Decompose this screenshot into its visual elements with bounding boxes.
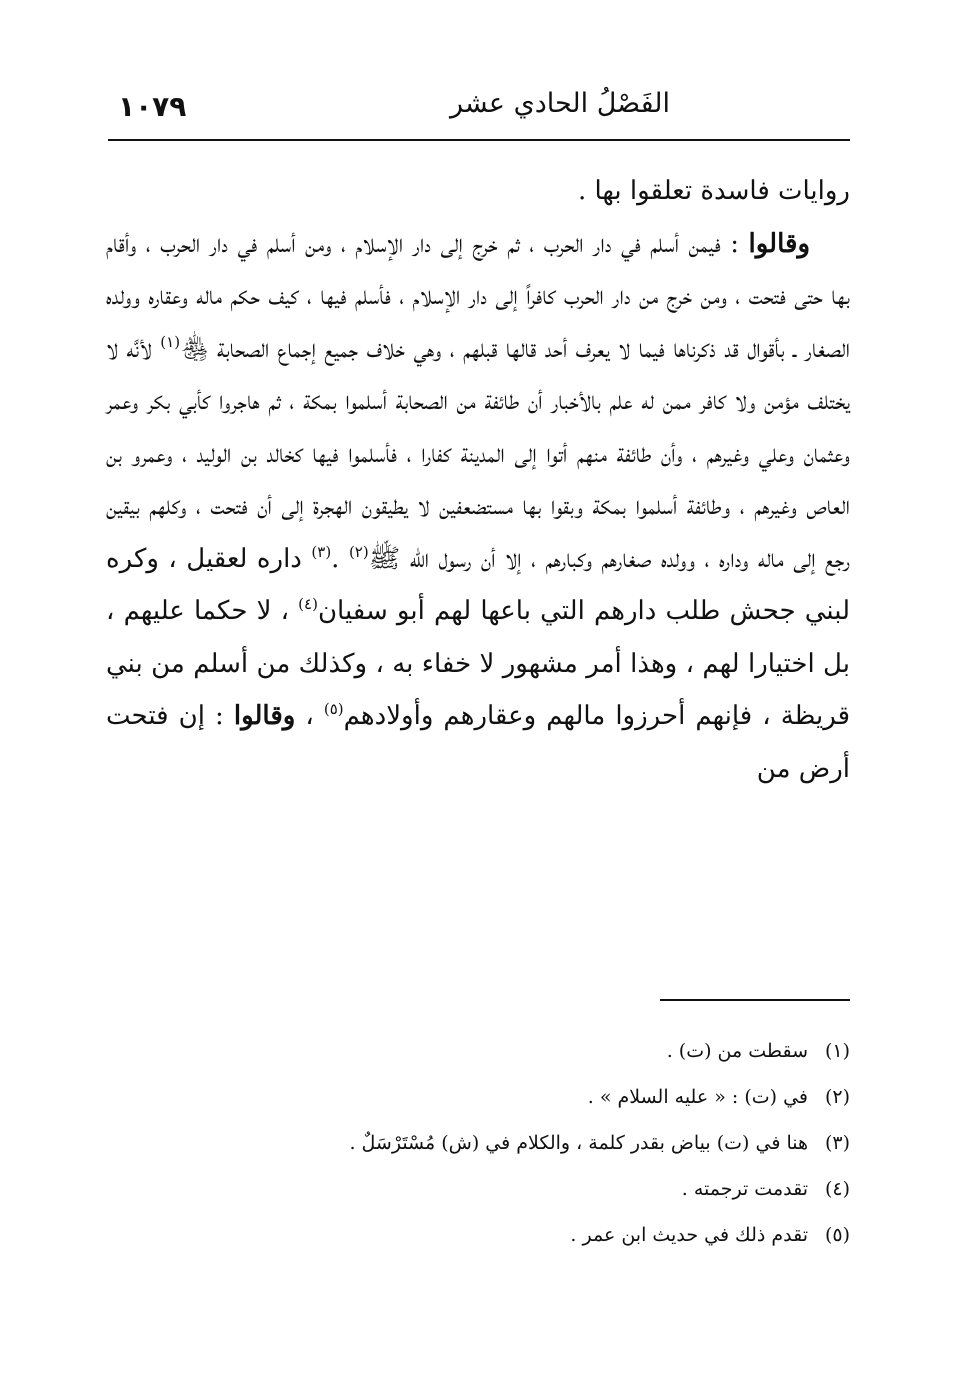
- footnote-item: [106, 1028, 850, 1074]
- footnote-number: (١): [824, 1040, 850, 1062]
- footnote-text: في (ت) : « عليه السلام » .: [587, 1086, 808, 1108]
- header-rule: [108, 139, 850, 141]
- text-segment: : فيمن أسلم في دار الحرب ، ثم خرج إلى دار الإسلام ، ومن أسلم في دار الحرب ، وأقام بها حتى فتحت ، ومن خرج من دار الحرب كافراً إلى دار الإسلام ، فأسلم فيها ، كيف حكم ماله وعقاره وولده الصغار ـ بأقوال قد ذكرناها فيما لا يعرف أحد قالها قبلهم ، وهي خلاف جميع إجماع الصحابة ﵃: [106, 228, 851, 364]
- footnote-item: [106, 1212, 850, 1258]
- footnote-ref-2[interactable]: (٢): [348, 542, 369, 561]
- footnote-number: (٣): [824, 1132, 850, 1154]
- footnote-number: (٥): [824, 1224, 850, 1246]
- footnote-item: [106, 1074, 850, 1120]
- text-segment: ،: [295, 701, 324, 731]
- keyword-qalu: وقالوا: [233, 701, 296, 731]
- footnote-item: [106, 1120, 850, 1166]
- footnote-ref-4[interactable]: (٤): [298, 595, 318, 613]
- footnote-separator: [660, 999, 850, 1001]
- page-header: [108, 88, 850, 136]
- footnote-ref-5[interactable]: (٥): [323, 700, 344, 718]
- footnote-item: [106, 1166, 850, 1212]
- text-segment: : إن فتحت أرض من: [106, 701, 850, 784]
- footnote-text: سقطت من (ت) .: [666, 1040, 808, 1062]
- footnote-text: تقدم ذلك في حديث ابن عمر .: [570, 1224, 808, 1246]
- text-segment: .: [331, 543, 349, 574]
- main-text: [106, 165, 850, 795]
- footnote-ref-3[interactable]: (٣): [311, 542, 332, 561]
- footnote-text: تقدمت ترجمته .: [681, 1178, 808, 1200]
- footnote-number: (٢): [824, 1086, 850, 1108]
- footnote-number: (٤): [824, 1178, 850, 1200]
- footnote-text: هنا في (ت) بياض بقدر كلمة ، والكلام في (ش) مُسْتَرْسَلٌ .: [349, 1132, 808, 1154]
- paragraph-1: روايات فاسدة تعلقوا بها .: [577, 176, 850, 206]
- page-number: ١٠٧٩: [118, 90, 187, 123]
- footnotes: [106, 1028, 850, 1258]
- text-segment: لأنَّه لا يختلف مؤمن ولا كافر ممن له علم بالأخبار أن طائفة من الصحابة أسلموا بمكة ، ثم هاجروا كأبي بكر وعمر وعثمان وعلي وغيرهم ، وأن طائفة منهم أتوا إلى المدينة كفارا ، فأسلموا فيها كخالد بن الوليد ، وعمرو بن العاص وغيرهم ، وطائفة أسلموا بمكة وبقوا بها مستضعفين لا يطيقون الهجرة إلى أن فتحت ، وكلهم بيقين رجع إلى ماله وداره ، وولده صغارهم وكبارهم ، إلا أن رسول الله ﷺ: [106, 333, 851, 574]
- text-segment: ، لا حكما عليهم ، بل اختيارا لهم ، وهذا أمر مشهور لا خفاء به ، وكذلك من أسلم من بني قريظة ، فإنهم أحرزوا مالهم وعقارهم وأولادهم: [106, 596, 851, 731]
- chapter-title: الفَصْلُ الحادي عشر: [449, 88, 670, 119]
- paragraph-2: [106, 218, 850, 796]
- footnote-ref-1[interactable]: (١): [160, 332, 181, 351]
- text-segment: داره لعقيل ، وكره لبني جحش طلب دارهم التي باعها لهم أبو سفيان: [106, 543, 851, 626]
- keyword-qalu: وقالوا: [748, 228, 810, 259]
